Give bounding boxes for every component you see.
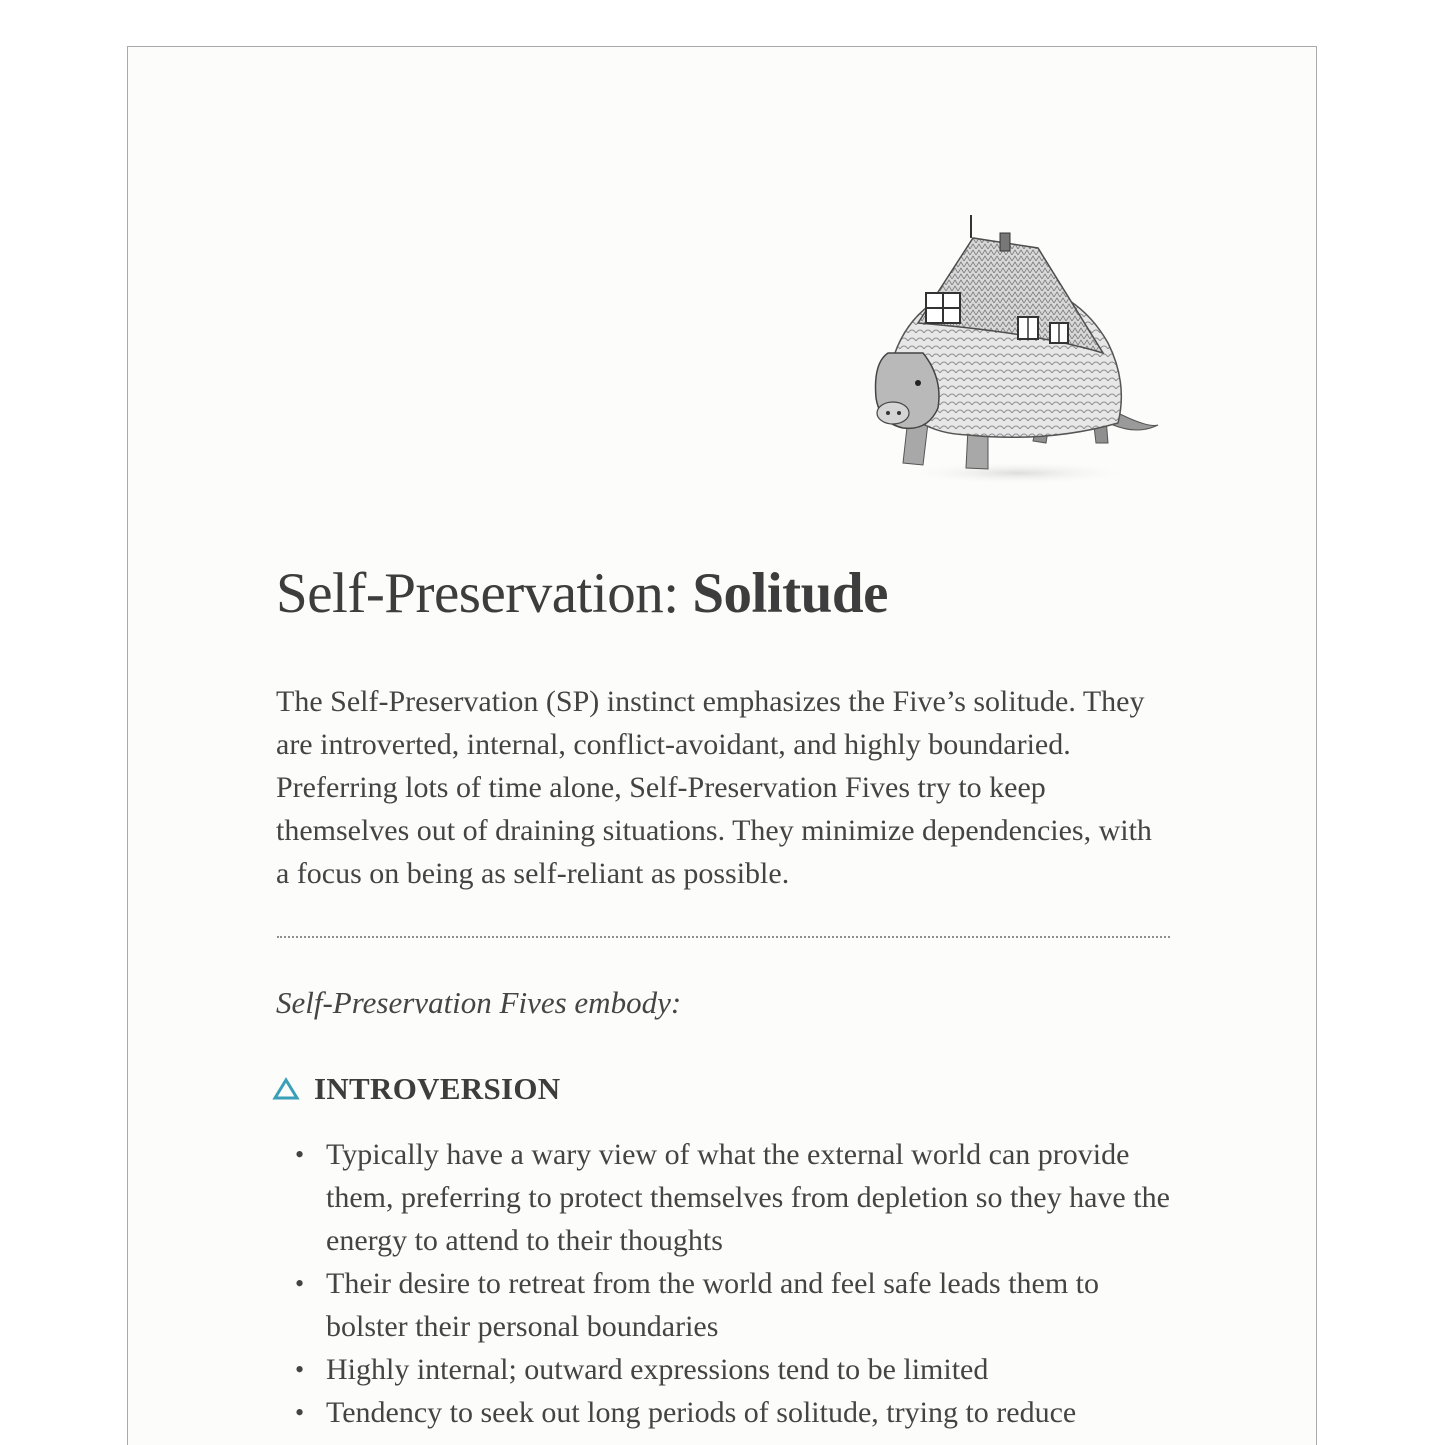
article-content	[276, 563, 1171, 1434]
section-heading-text: INTROVERSION	[314, 1070, 561, 1106]
dotted-divider	[277, 936, 1170, 938]
list-item: • Typically have a wary view of what the external world can provide them, preferring to protect themselves from depletion so they have the energy to attend to their thoughts	[326, 1133, 1171, 1262]
list-item: • Their desire to retreat from the world and feel safe leads them to bolster their personal boundaries	[326, 1262, 1171, 1348]
section-heading	[276, 1071, 1171, 1107]
points-list	[276, 1133, 1171, 1434]
armadillo-house-illustration	[868, 213, 1168, 493]
intro-paragraph: The Self-Preservation (SP) instinct emphasizes the Five’s solitude. They are introverted, internal, conflict-avoidant, and highly boundaried. Preferring lots of time alone, Self-Preservation Fives try to keep themselves out of draining situations. They minimize dependencies, with a focus on being as self-reliant as possible.	[276, 684, 1152, 890]
title-emphasis: Solitude	[692, 562, 888, 625]
title-prefix: Self-Preservation:	[276, 562, 693, 625]
embody-label: Self-Preservation Fives embody:	[276, 984, 682, 1020]
page-title	[276, 563, 1171, 626]
list-item: • Highly internal; outward expressions tend to be limited	[326, 1348, 1171, 1391]
list-item: • Tendency to seek out long periods of solitude, trying to reduce	[326, 1391, 1171, 1434]
document-page	[127, 46, 1317, 1445]
triangle-outline-icon	[272, 1077, 300, 1101]
